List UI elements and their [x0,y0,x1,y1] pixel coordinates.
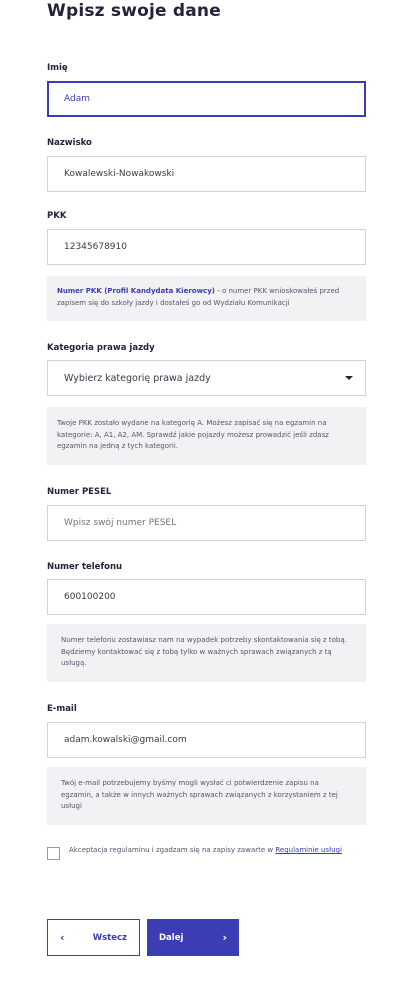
phone-info-text: Numer telefonu zostawiasz nam na wypadek potrzeby skontaktowania się z tobą. Będziemy kontaktować się z tobą tylko w ważnych sprawach związanych z tą usługą. [61,636,347,667]
consent-row [47,845,347,860]
last-name-input[interactable] [64,169,365,179]
pkk-label: PKK [47,211,67,221]
category-select[interactable] [47,360,366,396]
email-info-text: Twój e-mail potrzebujemy byśmy mogli wysłać ci potwierdzenie zapisu na egzamin, a także w innych ważnych sprawach związanych z korzystaniem z tej usługi [61,779,338,810]
next-button-label: Dalej [159,932,184,943]
consent-checkbox[interactable] [47,847,60,860]
chevron-left-icon: ‹ [60,931,65,944]
first-name-field[interactable] [47,81,366,117]
pkk-field[interactable] [47,229,366,265]
phone-info-box [47,624,366,682]
email-input[interactable] [64,735,365,745]
next-button[interactable] [147,919,239,956]
pkk-info-bold: Numer PKK (Profil Kandydata Kierowcy) [57,287,215,295]
category-label: Kategoria prawa jazdy [47,343,155,353]
category-select-value: Wybierz kategorię prawa jazdy [64,372,211,384]
page-title: Wpisz swoje dane [47,1,221,21]
pesel-label: Numer PESEL [47,487,112,497]
category-info-box [47,407,366,465]
last-name-field[interactable] [47,156,366,192]
pkk-input[interactable] [64,242,365,252]
consent-text [69,845,342,857]
email-field[interactable] [47,722,366,758]
back-button[interactable] [47,919,140,956]
first-name-label: Imię [47,63,68,73]
regulations-link[interactable]: Regulaminie usługi [275,846,342,854]
caret-down-icon [345,376,353,380]
email-label: E-mail [47,704,77,714]
last-name-label: Nazwisko [47,138,92,148]
pkk-info-box [47,276,366,321]
email-info-box [47,767,366,825]
phone-input[interactable] [64,592,365,602]
phone-label: Numer telefonu [47,562,123,572]
first-name-input[interactable] [64,94,364,104]
category-info-text: Twoje PKK zostało wydane na kategorię A. Możesz zapisać się na egzamin na kategorie: A, A1, A2, AM. Sprawdź jakie pojazdy możesz prowadzić jeśli zdasz egzamin na jedną z tych kategorii. [57,419,329,450]
consent-label: Akceptacja regulaminu i zgadzam się na zapisy zawarte w [69,846,276,854]
pkk-info-text: - o numer PKK wnioskowałeś przed zapisem się do szkoły jazdy i dostałeś go od Wydziału Komunikacji [57,287,340,307]
chevron-right-icon: › [222,931,227,944]
back-button-label: Wstecz [92,932,127,943]
pesel-field[interactable] [47,505,366,541]
phone-field[interactable] [47,579,366,615]
pesel-input[interactable] [64,518,365,528]
